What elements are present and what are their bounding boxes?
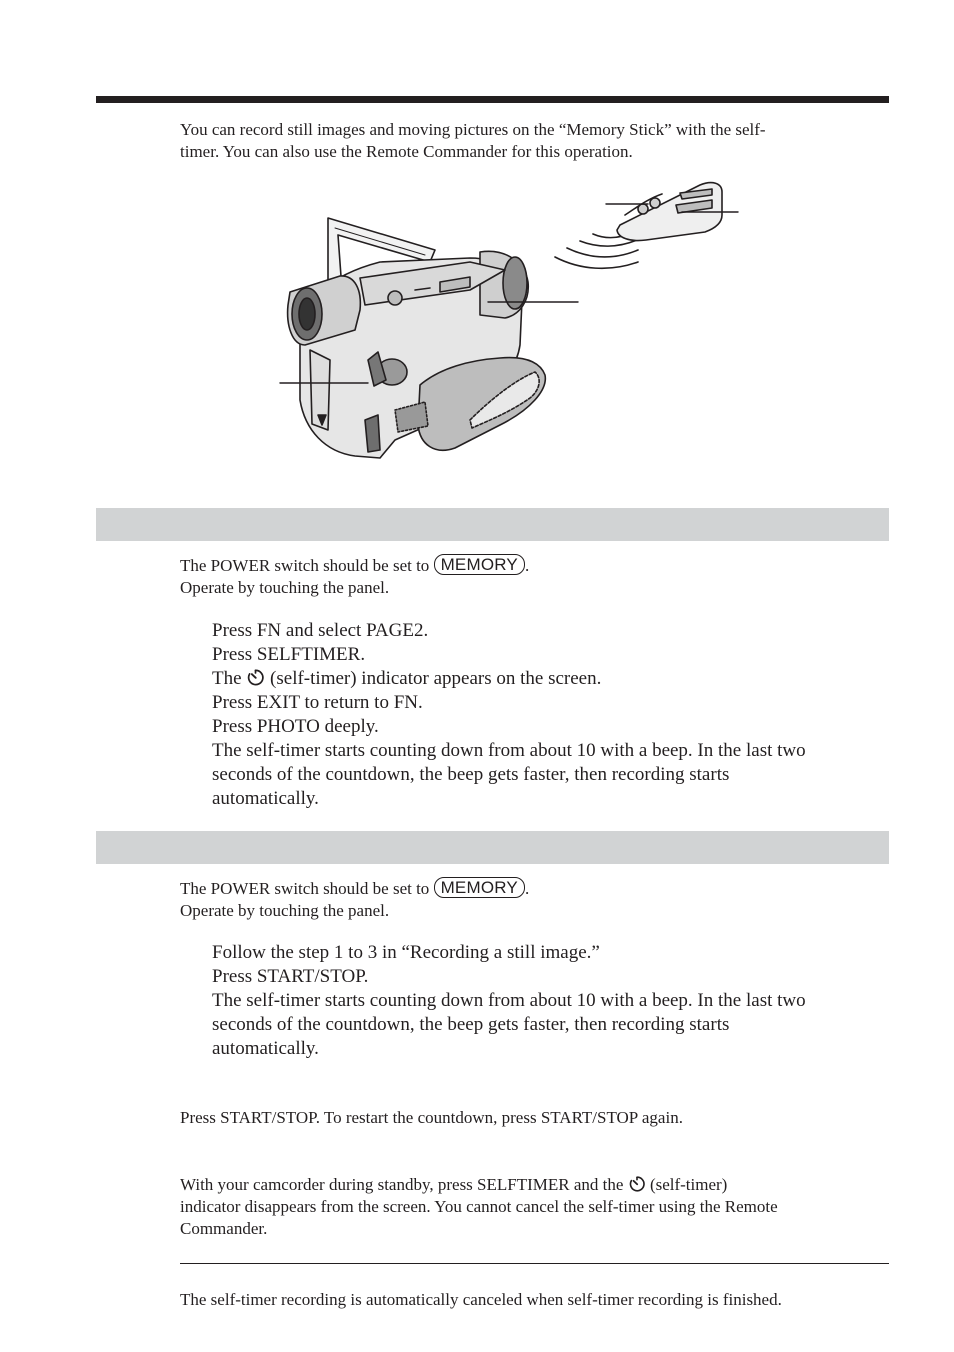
power-switch-text: The POWER switch should be set to (180, 879, 430, 898)
step-detail: The self-timer starts counting down from about 10 with a beep. In the last two (212, 990, 806, 1011)
step-item (212, 619, 888, 643)
memory-mode-badge: MEMORY (434, 877, 525, 898)
step-detail: seconds of the countdown, the beep gets faster, then recording starts (212, 1014, 730, 1035)
moving-prerequisites (180, 877, 890, 922)
stop-text: Press START/STOP. To restart the countdown, press START/STOP again. (180, 1108, 683, 1127)
camcorder-illustration (270, 180, 760, 465)
operate-text: Operate by touching the panel. (180, 901, 390, 920)
self-timer-icon (628, 1175, 646, 1193)
cancel-text: Commander. (180, 1219, 268, 1238)
step-text: Press FN and select PAGE2. (212, 620, 429, 641)
step-text: Press START/STOP. (212, 966, 369, 987)
moving-steps-list (212, 941, 888, 1061)
still-prerequisites (180, 554, 890, 599)
step-text: Press PHOTO deeply. (212, 716, 379, 737)
step-item (212, 715, 888, 811)
cancel-text: (self-timer) (649, 1175, 728, 1194)
period: . (524, 879, 530, 898)
section-band-still (96, 508, 889, 541)
step-item (212, 667, 888, 691)
note-text: The self-timer recording is automatically canceled when self-timer recording is finished. (180, 1290, 782, 1309)
step-text: Follow the step 1 to 3 in “Recording a still image.” (212, 942, 600, 963)
note-paragraph (180, 1289, 890, 1311)
period: . (524, 556, 530, 575)
cancel-paragraph (180, 1174, 890, 1240)
step-detail: automatically. (212, 788, 319, 809)
step-text: Press SELFTIMER. (212, 644, 366, 665)
stop-countdown-text (180, 1107, 890, 1129)
step-item (212, 941, 888, 965)
step-item (212, 965, 888, 1061)
still-steps-list (212, 619, 888, 811)
intro-line-1: You can record still images and moving pictures on the “Memory Stick” with the self- (180, 120, 766, 139)
self-timer-icon (246, 668, 265, 687)
cancel-text: indicator disappears from the screen. You cannot cancel the self-timer using the Remote (180, 1197, 778, 1216)
power-switch-text: The POWER switch should be set to (180, 556, 430, 575)
cancel-text: With your camcorder during standby, press SELFTIMER and the (180, 1175, 624, 1194)
top-rule (96, 96, 889, 103)
note-divider (180, 1263, 889, 1264)
section-band-moving (96, 831, 889, 864)
memory-mode-badge: MEMORY (434, 554, 525, 575)
step-item (212, 691, 888, 715)
step-detail: automatically. (212, 1038, 319, 1059)
step-detail: The self-timer starts counting down from about 10 with a beep. In the last two (212, 740, 806, 761)
step-text: (self-timer) indicator appears on the screen. (270, 668, 602, 689)
operate-text: Operate by touching the panel. (180, 578, 390, 597)
step-text: Press EXIT to return to FN. (212, 692, 423, 713)
intro-paragraph (180, 119, 880, 163)
step-text: The (212, 668, 242, 689)
step-item (212, 643, 888, 667)
step-detail: seconds of the countdown, the beep gets faster, then recording starts (212, 764, 730, 785)
intro-line-2: timer. You can also use the Remote Commander for this operation. (180, 142, 633, 161)
